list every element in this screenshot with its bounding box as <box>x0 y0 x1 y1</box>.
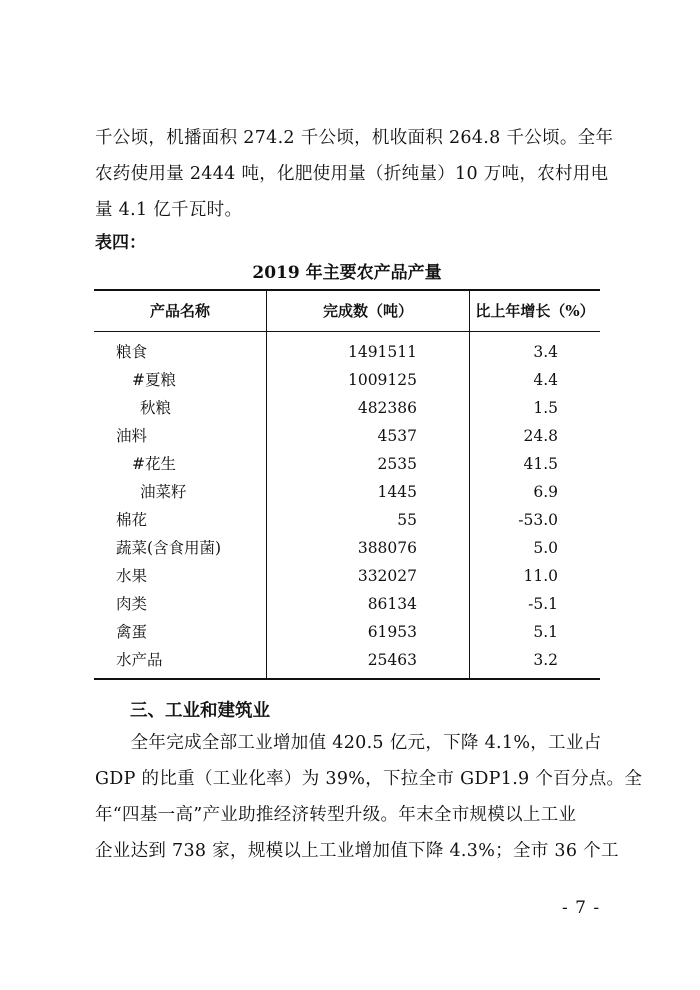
row-name: 蔬菜(含食用菌) <box>94 534 267 562</box>
row-name <box>94 366 267 394</box>
paragraph-line: 企业达到 738 家，规模以上工业增加值下降 4.3%；全市 36 个工 <box>95 841 619 861</box>
table-row <box>94 618 600 646</box>
row-amount: 482386 <box>267 394 470 422</box>
row-amount: 61953 <box>267 618 470 646</box>
row-amount: 1009125 <box>267 366 470 394</box>
row-amount: 1445 <box>267 478 470 506</box>
row-name: 水果 <box>94 562 267 590</box>
row-name-text: 油菜籽 <box>140 483 187 501</box>
row-growth: 3.2 <box>470 646 601 679</box>
header-product-name: 产品名称 <box>94 290 267 332</box>
row-name <box>94 450 267 478</box>
row-growth: 6.9 <box>533 483 558 501</box>
row-name: 肉类 <box>94 590 267 618</box>
row-growth: -5.1 <box>528 595 558 613</box>
table-row <box>94 534 600 562</box>
header-amount: 完成数（吨） <box>267 290 470 332</box>
row-name <box>94 478 267 506</box>
row-name <box>94 394 267 422</box>
row-amount: 388076 <box>267 534 470 562</box>
paragraph-line: GDP 的比重（工业化率）为 39%，下拉全市 GDP1.9 个百分点。全 <box>95 769 643 789</box>
row-growth: 11.0 <box>523 567 558 585</box>
paragraph-line: 千公顷，机播面积 274.2 千公顷，机收面积 264.8 千公顷。全年 <box>95 128 614 148</box>
row-amount: 25463 <box>267 646 470 679</box>
table-row <box>94 562 600 590</box>
paragraph-line: 农药使用量 2444 吨，化肥使用量（折纯量）10 万吨，农村用电 <box>95 164 609 184</box>
paragraph-line: 量 4.1 亿千瓦时。 <box>95 200 243 220</box>
row-amount: 4537 <box>267 422 470 450</box>
row-amount: 55 <box>267 506 470 534</box>
table-title: 2019 年主要农产品产量 <box>252 263 442 283</box>
row-name: 水产品 <box>94 646 267 679</box>
table-header-row <box>94 290 600 332</box>
row-growth: 5.1 <box>533 623 558 641</box>
row-growth: 5.0 <box>533 539 558 557</box>
row-amount: 332027 <box>267 562 470 590</box>
table-row <box>94 646 600 679</box>
paragraph-line: 年“四基一高”产业助推经济转型升级。年末全市规模以上工业 <box>95 805 577 825</box>
page-number: - 7 - <box>562 898 601 918</box>
row-amount: 2535 <box>267 450 470 478</box>
row-amount: 86134 <box>267 590 470 618</box>
table-row <box>94 366 600 394</box>
paragraph-line: 全年完成全部工业增加值 420.5 亿元，下降 4.1%，工业占 <box>95 733 602 753</box>
table-row <box>94 506 600 534</box>
row-growth: -53.0 <box>518 511 558 529</box>
row-growth: 3.4 <box>533 343 558 361</box>
bottom-paragraph <box>95 725 643 869</box>
header-growth: 比上年增长（%） <box>470 290 601 332</box>
row-growth: 1.5 <box>533 399 558 417</box>
row-name-text: 秋粮 <box>140 399 172 417</box>
table-row <box>94 450 600 478</box>
row-amount: 1491511 <box>267 332 470 367</box>
table-label: 表四： <box>95 233 146 253</box>
row-growth: 4.4 <box>533 371 558 389</box>
row-name: 棉花 <box>94 506 267 534</box>
row-name-text: #夏粮 <box>132 371 176 389</box>
row-name: 油料 <box>94 422 267 450</box>
table-row <box>94 478 600 506</box>
row-name-text: #花生 <box>132 455 176 473</box>
agricultural-output-table <box>94 289 600 680</box>
row-name: 粮食 <box>94 332 267 367</box>
row-growth: 41.5 <box>523 455 558 473</box>
row-name: 禽蛋 <box>94 618 267 646</box>
table-row <box>94 590 600 618</box>
table-row <box>94 332 600 367</box>
table-row <box>94 422 600 450</box>
section-heading: 三、工业和建筑业 <box>130 701 270 721</box>
row-growth: 24.8 <box>523 427 558 445</box>
top-paragraph <box>95 120 615 228</box>
table-row <box>94 394 600 422</box>
